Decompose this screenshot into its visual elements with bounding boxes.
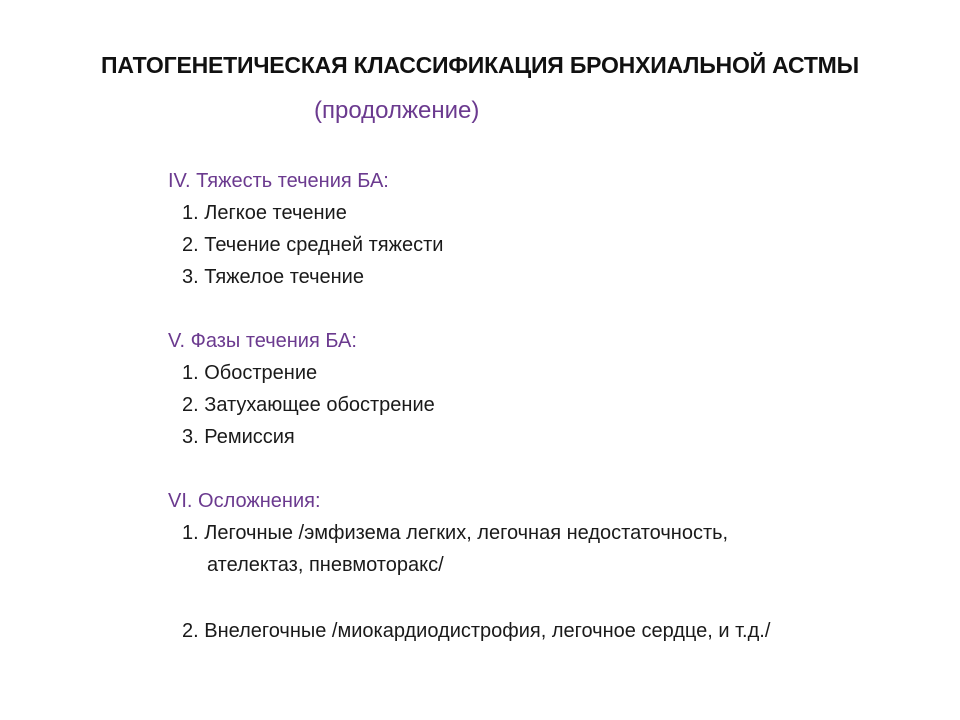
list-item: 3. Ремиссия <box>182 426 295 448</box>
list-item: 1. Легочные /эмфизема легких, легочная недостаточность, <box>182 522 729 544</box>
list-item: 2. Внелегочные /миокардиодистрофия, легочное сердце, и т.д./ <box>182 620 771 642</box>
section-heading-phases: V. Фазы течения БА: <box>168 330 357 352</box>
list-item: 1. Легкое течение <box>182 202 347 224</box>
slide-subtitle: (продолжение) <box>314 97 480 124</box>
section-heading-complications: VI. Осложнения: <box>168 490 321 512</box>
list-item: 3. Тяжелое течение <box>182 266 364 288</box>
list-item: 1. Обострение <box>182 362 318 384</box>
section-heading-severity: IV. Тяжесть течения БА: <box>168 170 389 192</box>
list-item: 2. Затухающее обострение <box>182 394 435 416</box>
list-item: 2. Течение средней тяжести <box>182 234 444 256</box>
list-item-continuation: ателектаз, пневмоторакс/ <box>207 554 444 576</box>
slide-title: ПАТОГЕНЕТИЧЕСКАЯ КЛАССИФИКАЦИЯ БРОНХИАЛЬНОЙ АСТМЫ <box>101 52 859 78</box>
